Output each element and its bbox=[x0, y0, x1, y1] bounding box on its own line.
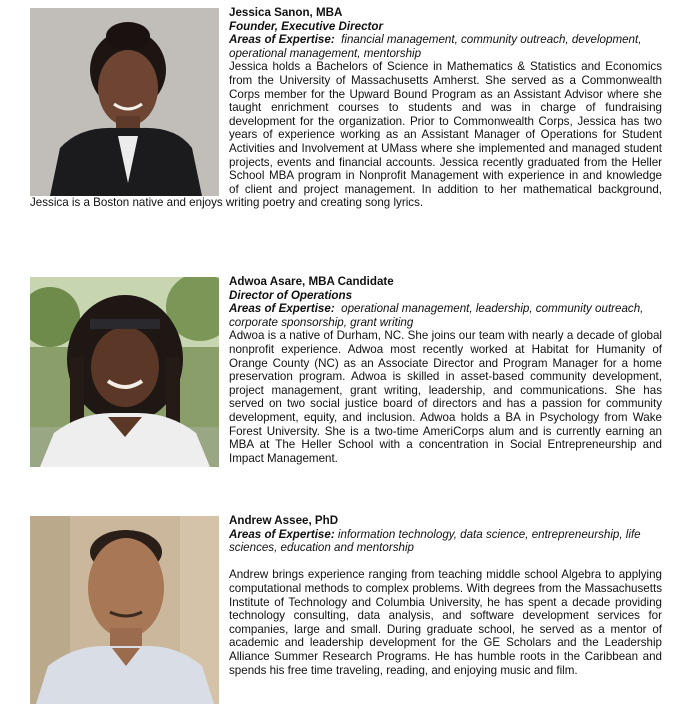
profile-name: Jessica Sanon, MBA bbox=[229, 6, 343, 19]
profile-role: Director of Operations bbox=[229, 288, 353, 302]
portrait-photo-andrew bbox=[30, 516, 219, 704]
profile-role: Founder, Executive Director bbox=[229, 19, 383, 33]
profile-andrew-assee bbox=[30, 514, 662, 704]
profile-name: Adwoa Asare, MBA Candidate bbox=[229, 275, 394, 288]
portrait-photo-adwoa bbox=[30, 277, 219, 467]
profile-adwoa-asare bbox=[30, 275, 662, 467]
expertise-text: operational management, leadership, community outreach, corporate sponsorship, grant writing bbox=[229, 302, 644, 329]
profile-bio: Andrew brings experience ranging from teaching middle school Algebra to applying computational methods to complex problems. With degrees from the Massachusetts Institute of Technology and Columbia University, he has spent a decade providing technology consulting, data analysis, and software development services for companies, large and small. During graduate school, he served as a mentor of academic and leadership development for the GE Scholars and the Leadership Alliance Summer Research Programs. He has humble roots in the Caribbean and spends his free time traveling, reading, and enjoying music and film. bbox=[229, 568, 662, 677]
expertise-label: Areas of Expertise: bbox=[229, 33, 335, 47]
profile-bio: Adwoa is a native of Durham, NC. She joins our team with nearly a decade of global nonprofit experience. Adwoa most recently worked at Habitat for Humanity of Orange County (NC) as an Associate Director and Program Manager for a home preservation program. Adwoa is skilled in asset-based community development, project management, grant writing, leadership, and communications. She has served on two social justice board of directors and has a passion for community development, equity, and inclusion. Adwoa holds a BA in Psychology from Wake Forest University. She is a two-time AmeriCorps alum and is currently earning an MBA at The Heller School with a concentration in Social Entrepreneurship and Impact Management. bbox=[229, 329, 662, 465]
expertise-text: information technology, data science, entrepreneurship, life sciences, education and mentorship bbox=[229, 527, 641, 555]
profile-name: Andrew Assee, PhD bbox=[229, 514, 339, 527]
expertise-label: Areas of Expertise: bbox=[229, 527, 335, 541]
profile-bio: Jessica holds a Bachelors of Science in Mathematics & Statistics and Economics from the University of Massachusetts Amherst. She served as a Commonwealth Corps member for the Upward Bound Program as an Assistant Advisor where she taught enrichment courses to students and was in charge of fundraising development for the organization. Prior to Commonwealth Corps, Jessica has two years of experience working as an Assistant Manager of Operations for Student Activities and Involvement at UMass where she implemented and managed student projects, events and financial accounts. Jessica recently graduated from the Heller School MBA program in Nonprofit Management with experience in and knowledge of client and project management. In addition to her mathematical background, Jessica is a Boston native and enjoys writing poetry and creating song lyrics. bbox=[30, 60, 662, 210]
profile-jessica-sanon bbox=[30, 6, 662, 210]
expertise-label: Areas of Expertise: bbox=[229, 302, 335, 316]
expertise-text: financial management, community outreach, development, operational management, mentorship bbox=[229, 33, 642, 60]
portrait-photo-jessica bbox=[30, 8, 219, 196]
